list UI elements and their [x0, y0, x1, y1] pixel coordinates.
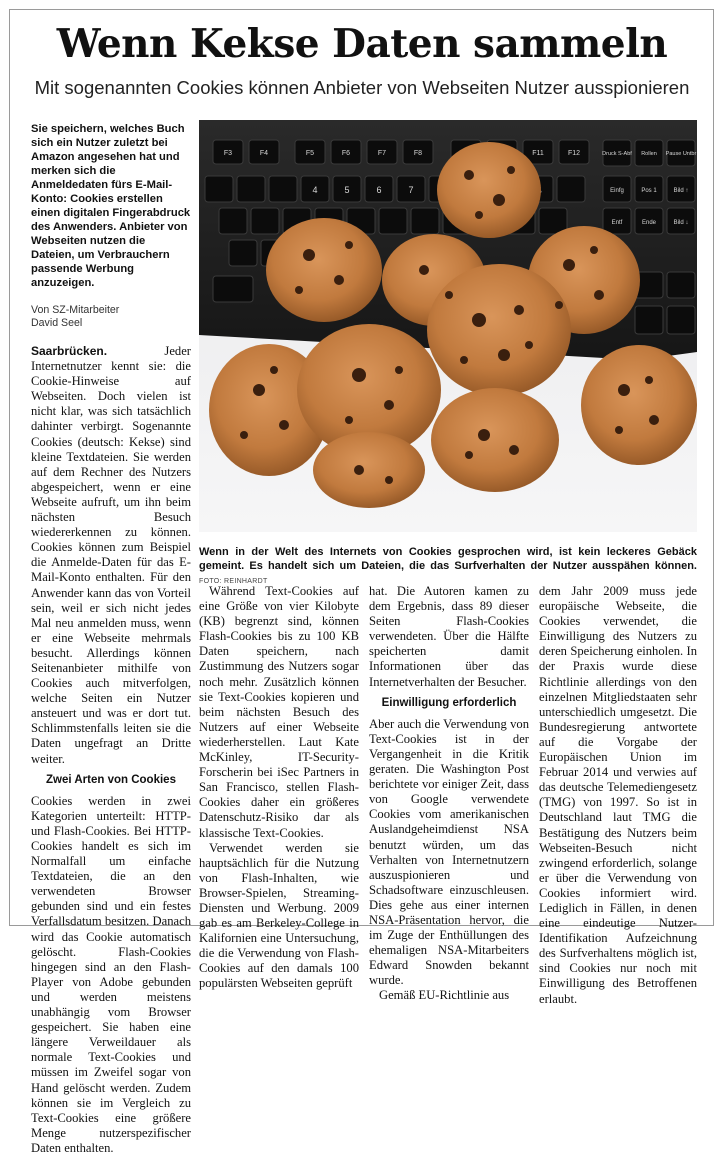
chip	[384, 400, 394, 410]
cookie	[266, 218, 382, 322]
paragraph-nsa: Aber auch die Verwendung von Text-Cookies ist in der Vergangenheit in die Kritik geraten. Die Washington Post berichtete vor einiger Zeit, dass von Google verwendete Cookies vom amerikanischen Auslandgeheimdienst NSA benutzt würden, um das Verhalten von Internetnutzern auszuspionieren und Schadsoftware einzuschleusen. Dies gehe aus einer internen NSA-Präsentation hervor, die im Zuge der Enthüllungen des ehemaligen NSA-Mitarbeiters Edward Snowden bekannt wurde.	[369, 716, 529, 988]
key-legend-print: Druck S-Abf	[602, 151, 632, 157]
cookie	[437, 142, 541, 238]
chip	[445, 291, 453, 299]
chip	[594, 290, 604, 300]
chip	[472, 313, 486, 327]
column-1	[31, 122, 191, 1156]
key	[269, 176, 297, 202]
chip	[615, 426, 623, 434]
chip	[385, 476, 393, 484]
key-legend-scroll: Rollen	[641, 151, 657, 157]
key-legend-pagedown: Bild ↓	[673, 220, 689, 226]
chip	[352, 368, 366, 382]
byline	[31, 304, 191, 330]
chip	[334, 275, 344, 285]
key-legend-f7: F7	[377, 150, 387, 157]
chip	[345, 416, 353, 424]
chip	[493, 194, 505, 206]
chip	[345, 241, 353, 249]
key-legend-digit: 6	[376, 185, 382, 195]
chip	[419, 265, 429, 275]
chip	[465, 451, 473, 459]
key-legend-f12: F12	[567, 150, 581, 157]
teaser: Sie speichern, welches Buch sich ein Nutzer zuletzt bei Amazon angesehen hat und merken sich die Anmeldedaten fürs E-Mail-Konto: Cookies erstellen einen digitalen Fingerabdruck des Anwenders. Anbieter von Webseiten nutzen die Dateien, um Verbrauchern passende Werbung anzuzeigen.	[31, 123, 191, 289]
photo-illustration	[199, 120, 697, 532]
key	[379, 208, 407, 234]
key	[557, 176, 585, 202]
chip	[464, 170, 474, 180]
chip	[295, 286, 303, 294]
cookie	[581, 345, 697, 465]
key	[411, 208, 439, 234]
column-3	[369, 584, 529, 1004]
key-legend-pause: Pause Untbr	[665, 151, 697, 157]
key	[251, 208, 279, 234]
key-legend-f4: F4	[259, 150, 269, 157]
photo-caption	[199, 545, 697, 589]
caption-text: Wenn in der Welt des Internets von Cookies gesprochen wird, ist kein leckeres Gebäck gemeint. Es handelt sich um Dateien, die das Surfverhalten der Nutzer ausspähen können.	[199, 546, 697, 572]
key-legend-digit: 5	[344, 185, 350, 195]
chip	[618, 384, 630, 396]
key-legend-f8: F8	[413, 150, 423, 157]
key-legend-delete: Entf	[611, 220, 623, 226]
chip	[509, 445, 519, 455]
chip	[555, 301, 563, 309]
chip	[514, 305, 524, 315]
key	[237, 176, 265, 202]
key	[213, 276, 253, 302]
key-legend-digit: 7	[408, 185, 414, 195]
key-legend-f6: F6	[341, 150, 351, 157]
cookie	[427, 264, 571, 396]
key-legend-end: Ende	[641, 220, 657, 226]
key-legend-f3: F3	[223, 150, 233, 157]
key	[229, 240, 257, 266]
paragraph-study-result: hat. Die Autoren kamen zu dem Ergebnis, dass 89 dieser Seiten Flash-Cookies verwendeten. Über die Hälfte speicherten damit Informationen über das Internetverhalten der Besucher.	[369, 584, 529, 689]
photo-credit: FOTO: REINHARDT	[199, 578, 268, 585]
chip	[460, 356, 468, 364]
chip	[279, 420, 289, 430]
paragraph-types: Cookies werden in zwei Kategorien unterteilt: HTTP- und Flash-Cookies. Bei HTTP-Cookies handelt es sich im Normalfall um einfache Textdateien, die an den verwendeten Browser gebunden sind und ein festes Verfallsdatum besitzen. Danach wird das Cookie automatisch gelöscht. Flash-Cookies hingegen sind an den Flash-Player von Adobe gebunden und werden meistens unabhängig vom Browser gespeichert. Sie haben eine längere Verweildauer als normale Text-Cookies und müssen im Zweifel sogar von Hand gelöscht werden. Zudem können sie im Vergleich zu Text-Cookies eine größere Menge nutzerspezifischer Daten enthalten.	[31, 793, 191, 1155]
paragraph-flash-usage: Verwendet werden sie hauptsächlich für die Nutzung von Flash-Inhalten, wie Browser-Spielen, Streaming-Diensten und Werbung. 2009 gab es am Berkeley-College in Kalifornien eine Untersuchung, die die Verwendung von Flash-Cookies auf den damals 100 populärsten Webseiten geprüft	[199, 840, 359, 991]
section-heading-types: Zwei Arten von Cookies	[46, 773, 176, 786]
cookie	[313, 432, 425, 508]
paragraph-eu-directive: dem Jahr 2009 muss jede europäische Webseite, die Cookies verwendet, die Einwilligung des Nutzers zu deren Speicherung einholen. In der Praxis wurde diese Richtlinie allerdings von den einzelnen Mitgliedstaaten sehr unterschiedlich umgesetzt. Die Bundesregierung antwortete auf die Vorgabe der Europäischen Union im Februar 2014 und verwies auf das deutsche Telemediengesetz (TMG) von 1997. So ist in Deutschland laut TMG die Bestätigung des Nutzers beim Webseiten-Besuch nicht zwingend erforderlich, solange er über die Verwendung von Cookies informiert wird. Lediglich in Fällen, in denen eine eindeutige Nutzer-Identifikation Aufzeichnung des Surfverhaltens möglich ist, sind Cookies nur noch mit Einwilligung des Betroffenen erlaubt.	[539, 584, 697, 1006]
key	[667, 306, 695, 334]
chip	[354, 465, 364, 475]
key	[219, 208, 247, 234]
key	[667, 272, 695, 298]
chip	[395, 366, 403, 374]
chip	[253, 384, 265, 396]
key-legend-f11: F11	[532, 150, 544, 157]
headline: Wenn Kekse Daten sammeln	[56, 21, 668, 67]
key	[635, 306, 663, 334]
cookies-on-keyboard-photo	[199, 120, 697, 532]
dateline: Saarbrücken.	[31, 344, 108, 358]
key-legend-insert: Einfg	[610, 188, 624, 194]
paragraph-eu-start: Gemäß EU-Richtlinie aus	[379, 988, 510, 1003]
article-intro	[31, 344, 191, 767]
chip	[303, 249, 315, 261]
chip	[649, 415, 659, 425]
column-2	[199, 584, 359, 992]
chip	[240, 431, 248, 439]
subheadline: Mit sogenannten Cookies können Anbieter von Webseiten Nutzer ausspionieren	[34, 77, 690, 98]
chip	[475, 211, 483, 219]
key-legend-pageup: Bild ↑	[673, 188, 689, 194]
chip	[590, 246, 598, 254]
chip	[478, 429, 490, 441]
chip	[645, 376, 653, 384]
key	[205, 176, 233, 202]
section-heading-consent: Einwilligung erforderlich	[381, 696, 517, 709]
column-4	[539, 584, 697, 1007]
key-legend-f5: F5	[305, 150, 315, 157]
key-legend-digit: 4	[312, 185, 318, 195]
paragraph-flash-size: Während Text-Cookies auf eine Größe von vier Kilobyte (KB) begrenzt sind, können Flash-Cookies bis zu 100 KB Daten speichern, nach Zustimmung des Nutzers sogar noch mehr. Zusätzlich können sie Text-Cookies kopieren und beim nächsten Besuch des Nutzers auf einer Webseite wiederherstellen. Laut Kate McKinley, IT-Security-Forscherin bei iSec Partners in San Francisco, stellen Flash-Cookies daher ein größeres Datenschutz-Risiko dar als klassische Text-Cookies.	[199, 584, 359, 840]
chip	[563, 259, 575, 271]
intro-text: Jeder Internetnutzer kennt sie: die Cookie-Hinweise auf Webseiten. Doch vielen ist nicht klar, was sich tatsächlich dahinter verbirgt. Sogenannte Cookies (deutsch: Kekse) sind kleine Textdateien. Sie werden auf dem Rechner des Nutzers abgespeichert, wenn er eine Webseite aufruft, um ihn beim nächsten Besuch wiedererkennen zu können. Cookies können zum Beispiel die Anmelde-Daten für das E-Mail-Konto enthalten. Für den Anwender kann das von Vorteil sein, weil er sich nicht jedes Mal neu anmelden muss, wenn er eine Webseite mehrmals besucht. Allerdings können Seitenanbieter mithilfe von Cookies auch mitverfolgen, welche Seiten ein Nutzer ansteuert und was er dort tut. Schlimmstenfalls leiten sie die Daten ungefragt an Dritte weiter.	[31, 344, 191, 766]
chip	[498, 349, 510, 361]
byline-role: Von SZ-Mitarbeiter	[31, 304, 120, 316]
chip	[507, 166, 515, 174]
chip	[270, 366, 278, 374]
byline-author: David Seel	[31, 317, 83, 329]
key-legend-home: Pos 1	[641, 188, 657, 194]
cookie	[431, 388, 559, 492]
chip	[525, 341, 533, 349]
